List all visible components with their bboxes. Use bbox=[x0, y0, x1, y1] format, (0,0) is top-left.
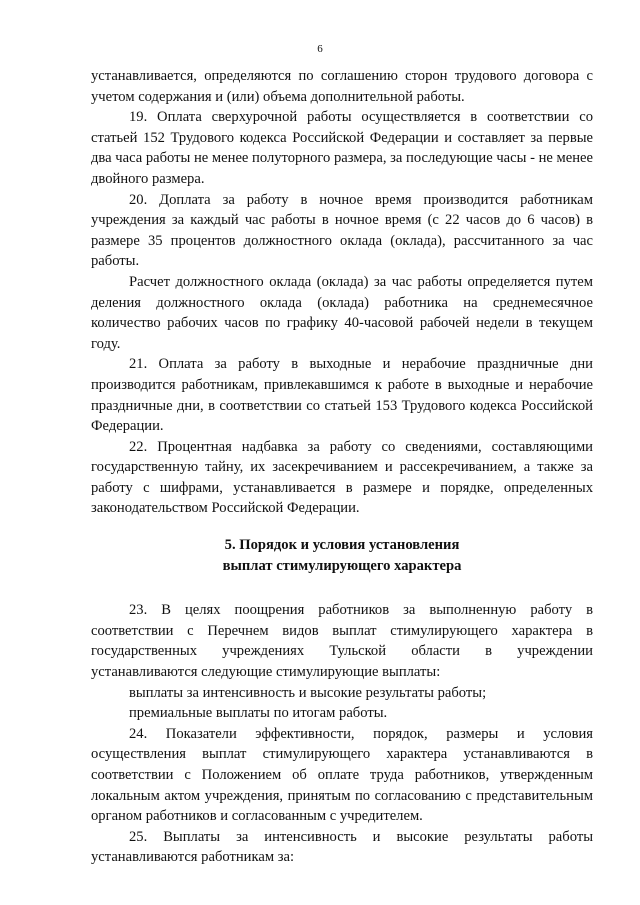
paragraph-19: 19. Оплата сверхурочной работы осуществляется в соответствии со статьей 152 Трудового кодекса Российской Федерации и составляет за первые два часа работы не менее полуторного размера, за последующие часы - не менее двойного размера. bbox=[91, 109, 593, 187]
section-heading-line-2: выплат стимулирующего характера bbox=[222, 557, 462, 574]
list-item-bonus: премиальные выплаты по итогам работы. bbox=[129, 705, 388, 722]
paragraph-24: 24. Показатели эффективности, порядок, размеры и условия осуществления выплат стимулирующего характера устанавливаются в соответствии с Положением об оплате труда работников, утвержденным локальным актом учреждения, принятым по согласованию с представительным органом работников и согласованным с учредителем. bbox=[91, 725, 593, 825]
paragraph-22: 22. Процентная надбавка за работу со сведениями, составляющими государственную тайну, их засекречиванием и рассекречиванием, а также за работу с шифрами, устанавливается в размере и порядке, определенных законодательством Российской Федерации. bbox=[91, 438, 593, 517]
paragraph-25: 25. Выплаты за интенсивность и высокие результаты работы устанавливаются работникам за: bbox=[91, 828, 593, 866]
document-body bbox=[91, 66, 593, 868]
paragraph-continuation: устанавливается, определяются по соглашению сторон трудового договора с учетом содержания и (или) объема дополнительной работы. bbox=[91, 68, 593, 105]
section-heading-line-1: 5. Порядок и условия установления bbox=[224, 537, 460, 554]
paragraph-21: 21. Оплата за работу в выходные и нерабочие праздничные дни производится работникам, привлекавшимся к работе в выходные и нерабочие праздничные дни, в соответствии со статьей 153 Трудового кодекса Российской Федерации. bbox=[91, 356, 593, 435]
paragraph-23: 23. В целях поощрения работников за выполненную работу в соответствии с Перечнем видов выплат стимулирующего характера в государственных учреждениях Тульской области в учреждении устанавливаются следующие стимулирующие выплаты: bbox=[91, 602, 593, 681]
paragraph-20: 20. Доплата за работу в ночное время производится работникам учреждения за каждый час работы в ночное время (с 22 часов до 6 часов) в размере 35 процентов должностного оклада (оклада), рассчитанного за час работы. bbox=[91, 191, 593, 270]
paragraph-hourly-rate: Расчет должностного оклада (оклада) за час работы определяется путем деления должностного оклада (оклада) работника на среднемесячное количество рабочих часов по графику 40-часовой рабочей недели в текущем году. bbox=[91, 273, 593, 352]
section-heading bbox=[91, 535, 593, 576]
page-number: 6 bbox=[317, 43, 323, 55]
list-item-intensity: выплаты за интенсивность и высокие результаты работы; bbox=[129, 684, 487, 701]
